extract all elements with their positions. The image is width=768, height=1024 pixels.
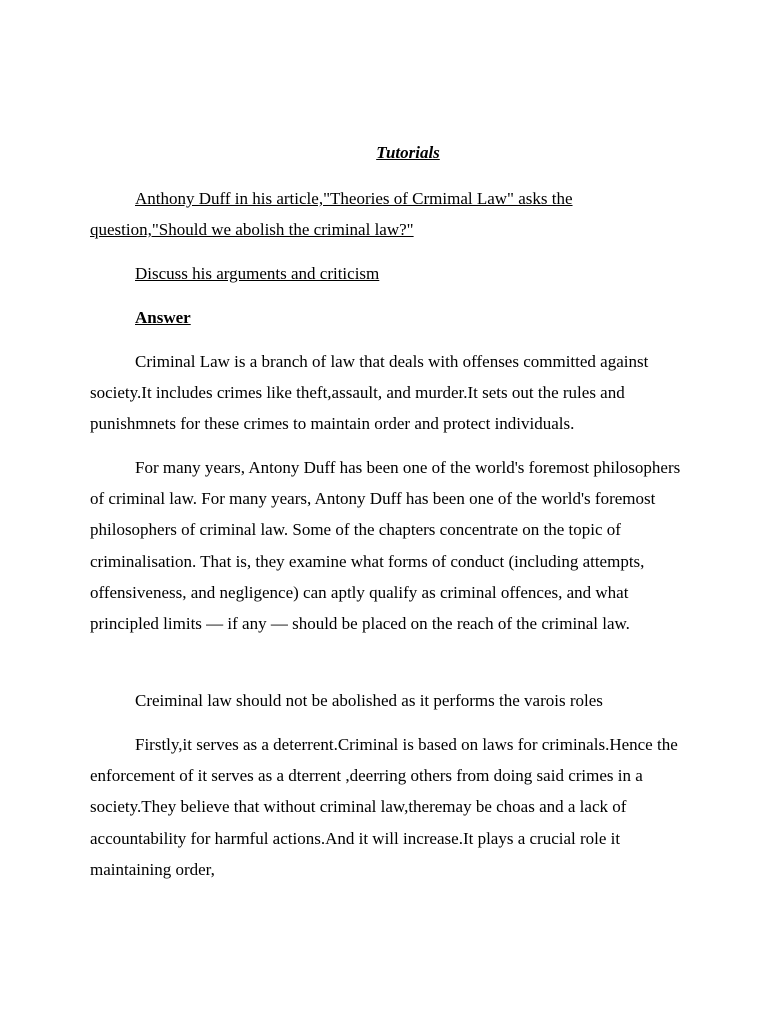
paragraph-text: Criminal Law is a branch of law that deals with offenses committed against society.It includes crimes like theft,assault, and murder.It sets out the rules and punishmnets for these crimes to maintain order and protect individuals.: [90, 352, 649, 434]
document-title-text: Tutorials: [376, 143, 440, 162]
paragraph-text: Firstly,it serves as a deterrent.Criminal is based on laws for criminals.Hence the enforcement of it serves as a dterrent ,deerring others from doing said crimes in a society.They believe that without criminal law,theremay be choas and a lack of accountability for harmful actions.And it will increase.It plays a crucial role it maintaining order,: [90, 735, 678, 879]
paragraph-text: Creiminal law should not be abolished as it performs the varois roles: [135, 691, 603, 710]
paragraph-4: [90, 729, 690, 885]
paragraph-3: [90, 685, 690, 716]
instruction-block: [90, 258, 690, 289]
instruction-text: Discuss his arguments and criticism: [135, 264, 380, 283]
paragraph-1: [90, 346, 690, 440]
document-title: [0, 142, 768, 164]
answer-heading: Answer: [135, 308, 191, 327]
question-block: [90, 183, 690, 245]
question-text: Anthony Duff in his article,"Theories of Crmimal Law" asks the question,"Should we abolish the criminal law?": [90, 189, 573, 240]
paragraph-2: [90, 452, 690, 639]
answer-heading-block: [90, 302, 690, 333]
paragraph-text: For many years, Antony Duff has been one of the world's foremost philosophers of criminal law. For many years, Antony Duff has been one of the world's foremost philosophers of criminal law. Some of the chapters concentrate on the topic of criminalisation. That is, they examine what forms of conduct (including attempts, offensiveness, and negligence) can aptly qualify as criminal offences, and what principled limits — if any — should be placed on the reach of the criminal law.: [90, 458, 681, 634]
